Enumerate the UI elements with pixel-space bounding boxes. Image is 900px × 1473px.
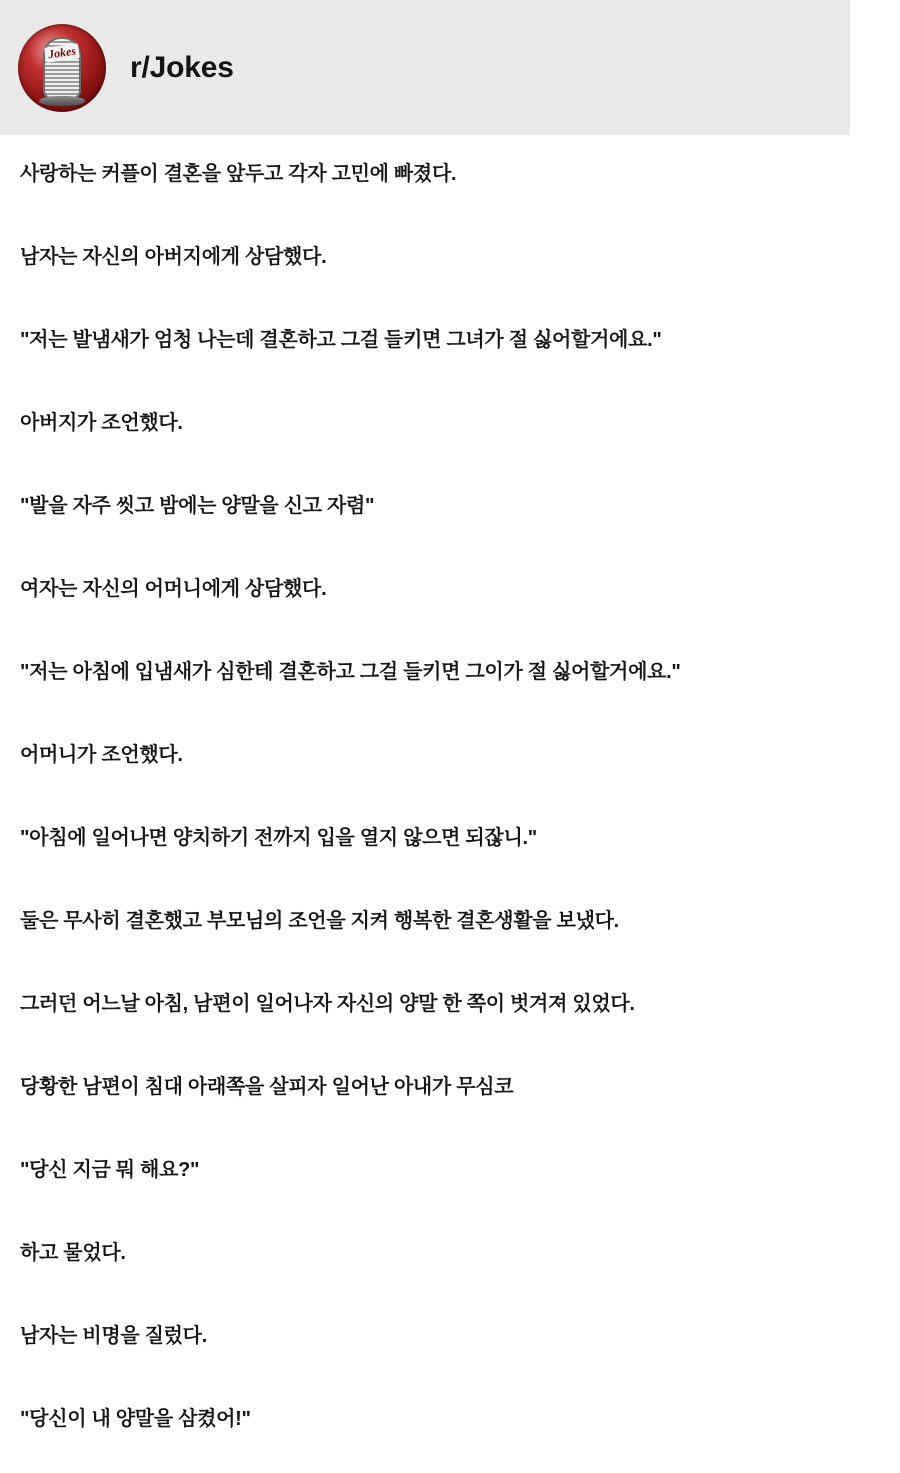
post-paragraph: 당황한 남편이 침대 아래쪽을 살피자 일어난 아내가 무심코 (20, 1076, 514, 1098)
post-paragraph: 하고 물었다. (20, 1242, 126, 1264)
post-paragraph: 둘은 무사히 결혼했고 부모님의 조언을 지켜 행복한 결혼생활을 보냈다. (20, 910, 619, 932)
post-paragraph: 아버지가 조언했다. (20, 412, 183, 434)
post-paragraph: 그러던 어느날 아침, 남편이 일어나자 자신의 양말 한 쪽이 벗겨져 있었다. (20, 993, 635, 1015)
subreddit-title: r/Jokes (130, 50, 234, 84)
post-paragraph: "저는 아침에 입냄새가 심한테 결혼하고 그걸 들키면 그이가 절 싫어할거에요." (20, 661, 681, 683)
post-paragraph: 사랑하는 커플이 결혼을 앞두고 각자 고민에 빠졌다. (20, 163, 457, 185)
avatar-label: Jokes (44, 44, 80, 64)
subreddit-header (0, 0, 900, 135)
post-paragraph: 남자는 자신의 아버지에게 상담했다. (20, 246, 327, 268)
post-paragraph: 여자는 자신의 어머니에게 상담했다. (20, 578, 327, 600)
post-paragraph: "당신 지금 뭐 해요?" (20, 1159, 200, 1181)
post-paragraph: "아침에 일어나면 양치하기 전까지 입을 열지 않으면 되잖니." (20, 827, 537, 849)
post-paragraph: "당신이 내 양말을 삼켰어!" (20, 1408, 251, 1430)
microphone-base (39, 96, 85, 106)
post-paragraph: "저는 발냄새가 엄청 나는데 결혼하고 그걸 들키면 그녀가 절 싫어할거에요." (20, 329, 662, 351)
post-body (0, 135, 900, 1473)
post-paragraph: 어머니가 조언했다. (20, 744, 183, 766)
post-paragraph: 남자는 비명을 질렀다. (20, 1325, 207, 1347)
post-paragraph: "발을 자주 씻고 밤에는 양말을 신고 자렴" (20, 495, 375, 517)
microphone-avatar-icon (18, 24, 106, 112)
